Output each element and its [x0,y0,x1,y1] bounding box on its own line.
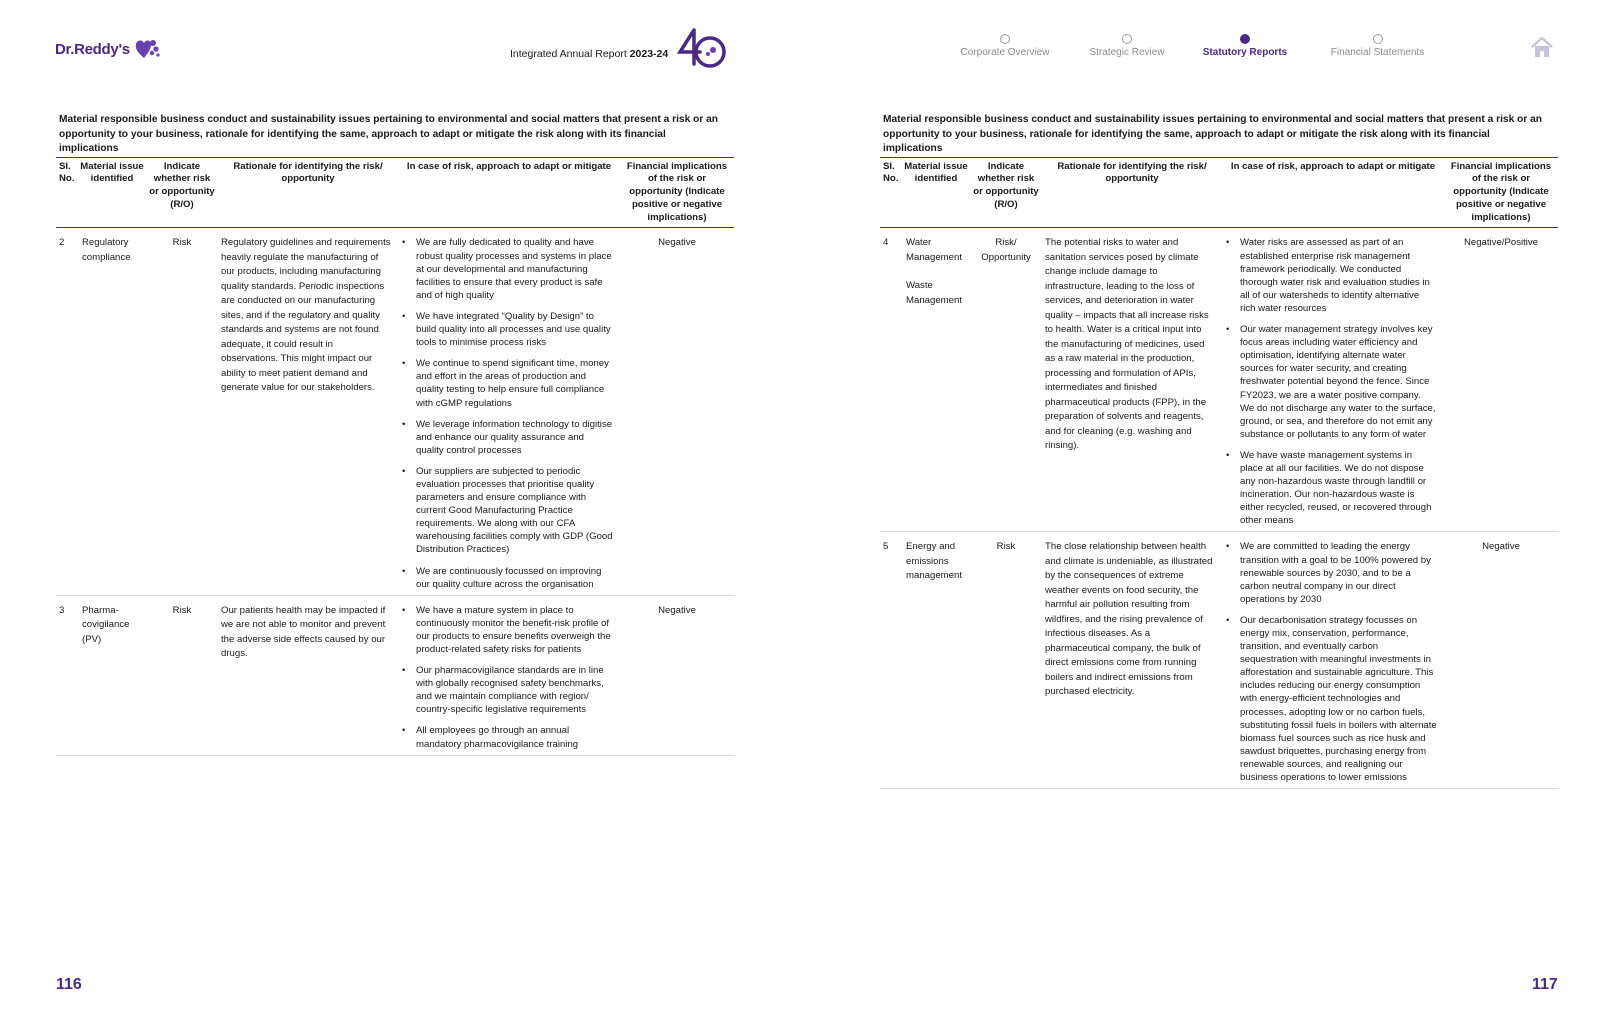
anniversary-40-icon [672,26,728,70]
list-item: • Our decarbonisation strategy focusses on energy mix, conservation, performance, transition, and eventually carbon sequestration with meaningful investments in afforestation and sustainable agriculture. This includes reducing our energy consumption with energy-efficient technologies and processes, adopting low or no carbon fuels, substituting fossil fuels in boilers with alternate biomass fuel sources such as rice husk and sawdust briquettes, purchasing energy from renewable sources, and realigning our business operations to lower emissions [1225,614,1441,784]
col-header-indicate: Indicate whether risk or opportunity (R/O) [149,160,215,210]
list-item: • We are fully dedicated to quality and have robust quality processes and systems in place at our developmental and manufacturing facilities to ensure that every product is safe and of high quality [401,236,617,301]
page-number-left: 116 [56,976,82,993]
list-item: • We leverage information technology to digitise and enhance our quality assurance and quality control processes [401,418,617,457]
approach-list [401,604,617,751]
list-item: • Our pharmacovigilance standards are in line with globally recognised safety benchmarks, and we maintain compliance with region/ country-specific legislative requirements [401,664,617,716]
home-button[interactable] [1530,36,1554,58]
row-number: 5 [883,541,889,553]
nav-strategic-review[interactable]: Strategic Review [1077,34,1177,58]
list-item: • We have a mature system in place to continuously monitor the benefit-risk profile of our products to ensure benefits overweigh the product-related safety risks for patients [401,604,617,656]
rationale-text: The potential risks to water and sanitation services posed by climate change include damage to infrastructure, leading to the loss of services, and deterioration in water quality – impacts that all increase risks to health. Water is a critical input into the manufacturing of medicines, used as a raw material in the production, processing and formulation of APIs, intermediates and finished pharmaceutical products (FPP), in the preparation of solvents and reagents, and for cleaning (e.g. washing and rinsing). [1045,237,1209,452]
right-page [880,113,1558,789]
list-item: • All employees go through an annual mandatory pharmacovigilance training [401,724,617,750]
material-issue [78,228,146,595]
list-item: • Water risks are assessed as part of an established enterprise risk management framework periodically. We conducted thorough water risk and evaluation studies in all of our watersheds to identify alternative rich water resources [1225,236,1441,315]
mitigation-approach [398,228,620,595]
table-row [56,595,734,755]
material-issue [902,532,970,789]
left-page [56,113,734,756]
col-header-no: Sl. No. [883,160,899,185]
nav-dot-icon [1240,34,1250,44]
company-logo [55,38,160,60]
risk-or-opportunity: Risk [172,604,192,616]
material-issue-label: Waste Management [906,280,962,306]
col-header-rationale: Rationale for identifying the risk/ opportunity [1057,160,1207,185]
material-issue [902,228,970,532]
table-caption: Material responsible business conduct and sustainability issues pertaining to environmental and social matters that present a risk or an opportunity to your business, rationale for identifying the same, approach to adapt or mitigate the risk along with its financial implications [883,114,1542,154]
home-icon [1530,36,1554,58]
material-issue-label: Water Management [906,237,962,263]
table-row [880,532,1558,789]
rationale-text: Regulatory guidelines and requirements heavily regulate the manufacturing of our products, including manufacturing quality standards. Periodic inspections are conducted on our manufacturing sites, and if the regulatory and quality standards and systems are not found adequate, it could result in observations. This might impact our ability to meet patient demand and generate value for our stakeholders. [221,237,391,394]
approach-list [1225,540,1441,784]
material-issue-label: Pharma-covigilance (PV) [82,604,130,645]
material-issue-label: Energy and emissions management [906,541,962,582]
col-header-issue: Material issue identified [904,160,968,185]
mitigation-approach [1222,532,1444,789]
page-number-right: 117 [1532,976,1558,993]
nav-corporate-overview[interactable]: Corporate Overview [950,34,1060,58]
col-header-issue: Material issue identified [80,160,144,185]
material-issue [78,595,146,755]
col-header-financial: Financial implications of the risk or opportunity (Indicate positive or negative implications) [626,160,728,223]
table-row [56,228,734,595]
col-header-indicate: Indicate whether risk or opportunity (R/O) [973,160,1039,210]
brand-name: Dr.Reddy's [55,40,130,58]
row-number: 2 [59,237,65,249]
row-number: 3 [59,604,65,616]
risk-or-opportunity: Risk [996,541,1016,553]
col-header-no: Sl. No. [59,160,75,185]
risk-or-opportunity: Risk [172,237,192,249]
row-number: 4 [883,237,889,249]
approach-list [1225,236,1441,527]
col-header-approach: In case of risk, approach to adapt or mitigate [1230,160,1436,172]
nav-dot-icon [1000,34,1010,44]
rationale-text: Our patients health may be impacted if we are not able to monitor and prevent the adverse side effects caused by our drugs. [221,604,386,660]
col-header-approach: In case of risk, approach to adapt or mitigate [406,160,612,172]
brand-heart-icon [134,38,160,60]
approach-list [401,236,617,590]
nav-financial-statements[interactable]: Financial Statements [1320,34,1435,58]
material-issue-label: Regulatory compliance [82,237,131,263]
financial-implication: Negative/Positive [1463,237,1539,249]
financial-implication: Negative [658,237,696,249]
risk-opportunity-table [56,157,734,756]
list-item: • Our suppliers are subjected to periodic evaluation processes that prioritise quality parameters and ensure compliance with current Good Manufacturing Practice requirements. We along with our CFA warehousing facilities comply with GDP (Good Distribution Practices) [401,465,617,557]
list-item: • We have waste management systems in place at all our facilities. We do not dispose any non-hazardous waste through landfill or incineration. Our non-hazardous waste is either recycled, reused, or recovered through other means [1225,449,1441,528]
financial-implication: Negative [1482,541,1520,553]
list-item: • We are committed to leading the energy transition with a goal to be 100% powered by renewable sources by 2030, and to be a carbon neutral company in our direct operations by 2030 [1225,540,1441,605]
financial-implication: Negative [658,604,696,616]
list-item: • We have integrated “Quality by Design” to build quality into all processes and use quality tools to minimise process risks [401,310,617,349]
risk-or-opportunity: Risk/ Opportunity [981,237,1031,263]
mitigation-approach [1222,228,1444,532]
col-header-financial: Financial implications of the risk or opportunity (Indicate positive or negative implications) [1450,160,1552,223]
table-header-row [880,157,1558,228]
nav-statutory-reports[interactable]: Statutory Reports [1195,34,1295,58]
list-item: • Our water management strategy involves key focus areas including water efficiency and optimisation, identifying alternate water sources for water security, and creating freshwater potential beyond the fence. Since FY2023, we are a water positive company. We do not discharge any water to the surface, ground, or sea, and therefore do not emit any substance or pollutants to any form of water [1225,323,1441,441]
report-title: Integrated Annual Report 2023-24 [510,48,669,60]
col-header-rationale: Rationale for identifying the risk/ opportunity [233,160,383,185]
mitigation-approach [398,595,620,755]
list-item: • We are continuously focussed on improving our quality culture across the organisation [401,565,617,591]
anniversary-badge [672,26,728,70]
table-row [880,228,1558,532]
nav-dot-icon [1122,34,1132,44]
list-item: • We continue to spend significant time, money and effort in the areas of production and quality testing to help ensure full compliance with cGMP regulations [401,357,617,409]
nav-dot-icon [1373,34,1383,44]
risk-opportunity-table [880,157,1558,790]
rationale-text: The close relationship between health and climate is undeniable, as illustrated by the consequences of extreme weather events on food security, the harmful air pollution resulting from wildfires, and the rising prevalence of infectious diseases. As a pharmaceutical company, the bulk of direct emissions come from running boilers and indirect emissions from purchased electricity. [1045,541,1213,698]
table-caption: Material responsible business conduct and sustainability issues pertaining to environmental and social matters that present a risk or an opportunity to your business, rationale for identifying the same, approach to adapt or mitigate the risk along with its financial implications [59,114,718,154]
table-header-row [56,157,734,228]
